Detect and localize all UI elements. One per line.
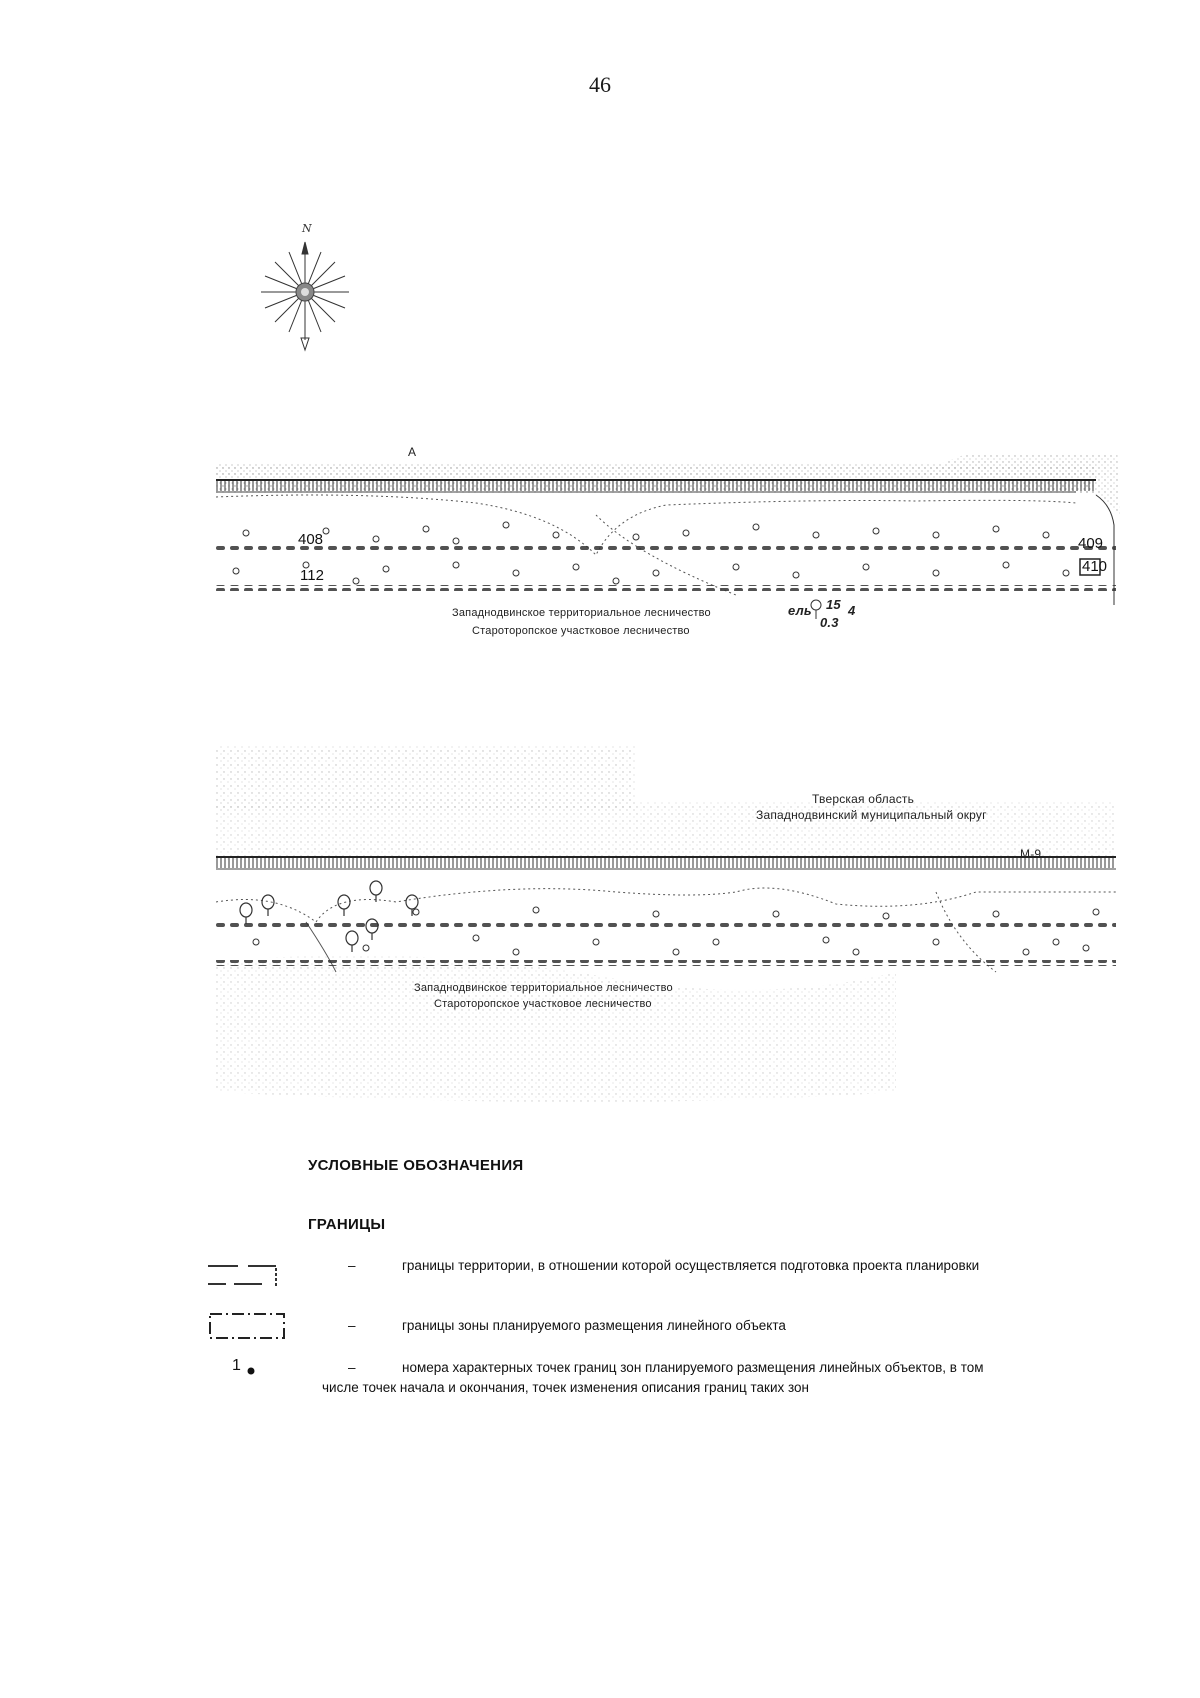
legend-dash: – — [348, 1360, 356, 1375]
tree-icons — [240, 881, 418, 952]
legend-item-text: номера характерных точек границ зон планируемого размещения линейных объектов, в том числе точек начала и окончания, точек изменения описания границ таких зон — [322, 1360, 984, 1395]
forestry-label-bottom-1: Западнодвинское территориальное лесничество — [414, 982, 673, 994]
tree-note-sub: 0.3 — [820, 615, 839, 630]
map-fragment-bottom — [216, 742, 1120, 1122]
legend-item-text: границы территории, в отношении которой осуществляется подготовка проекта планировки — [402, 1258, 980, 1273]
region-label-1: Тверская область — [812, 792, 915, 806]
point-label-410: 410 — [1082, 558, 1108, 575]
legend-title: УСЛОВНЫЕ ОБОЗНАЧЕНИЯ — [308, 1157, 524, 1174]
point-number-icon — [200, 1358, 290, 1414]
zone-boundary-icon — [200, 1298, 290, 1354]
legend-item-text: границы зоны планируемого размещения линейного объекта — [402, 1318, 786, 1333]
tree-note-side: 4 — [848, 603, 856, 618]
tree-note-number: 15 — [826, 597, 841, 612]
legend-dash: – — [348, 1258, 356, 1273]
point-label-408: 408 — [298, 531, 324, 548]
page-number: 46 — [589, 72, 611, 97]
compass-rose-icon — [250, 220, 360, 365]
compass-north-label: N — [302, 222, 312, 235]
tree-note-species: ель — [788, 603, 812, 618]
forestry-label-top-2: Староторопское участковое лесничество — [472, 625, 690, 637]
point-number-symbol-label: 1 — [232, 1357, 241, 1374]
legend-dash: – — [348, 1318, 356, 1333]
region-label-2: Западнодвинский муниципальный округ — [756, 808, 987, 822]
road-label-m9: М-9 — [1020, 847, 1042, 861]
road-label-a: А — [408, 445, 417, 459]
forestry-label-bottom-2: Староторопское участковое лесничество — [434, 998, 652, 1010]
point-label-409: 409 — [1078, 535, 1104, 552]
legend-section-title: ГРАНИЦЫ — [308, 1216, 386, 1233]
forestry-label-top-1: Западнодвинское территориальное лесничество — [452, 607, 711, 619]
point-label-112: 112 — [300, 567, 324, 584]
map-fragment-top — [216, 445, 1120, 655]
